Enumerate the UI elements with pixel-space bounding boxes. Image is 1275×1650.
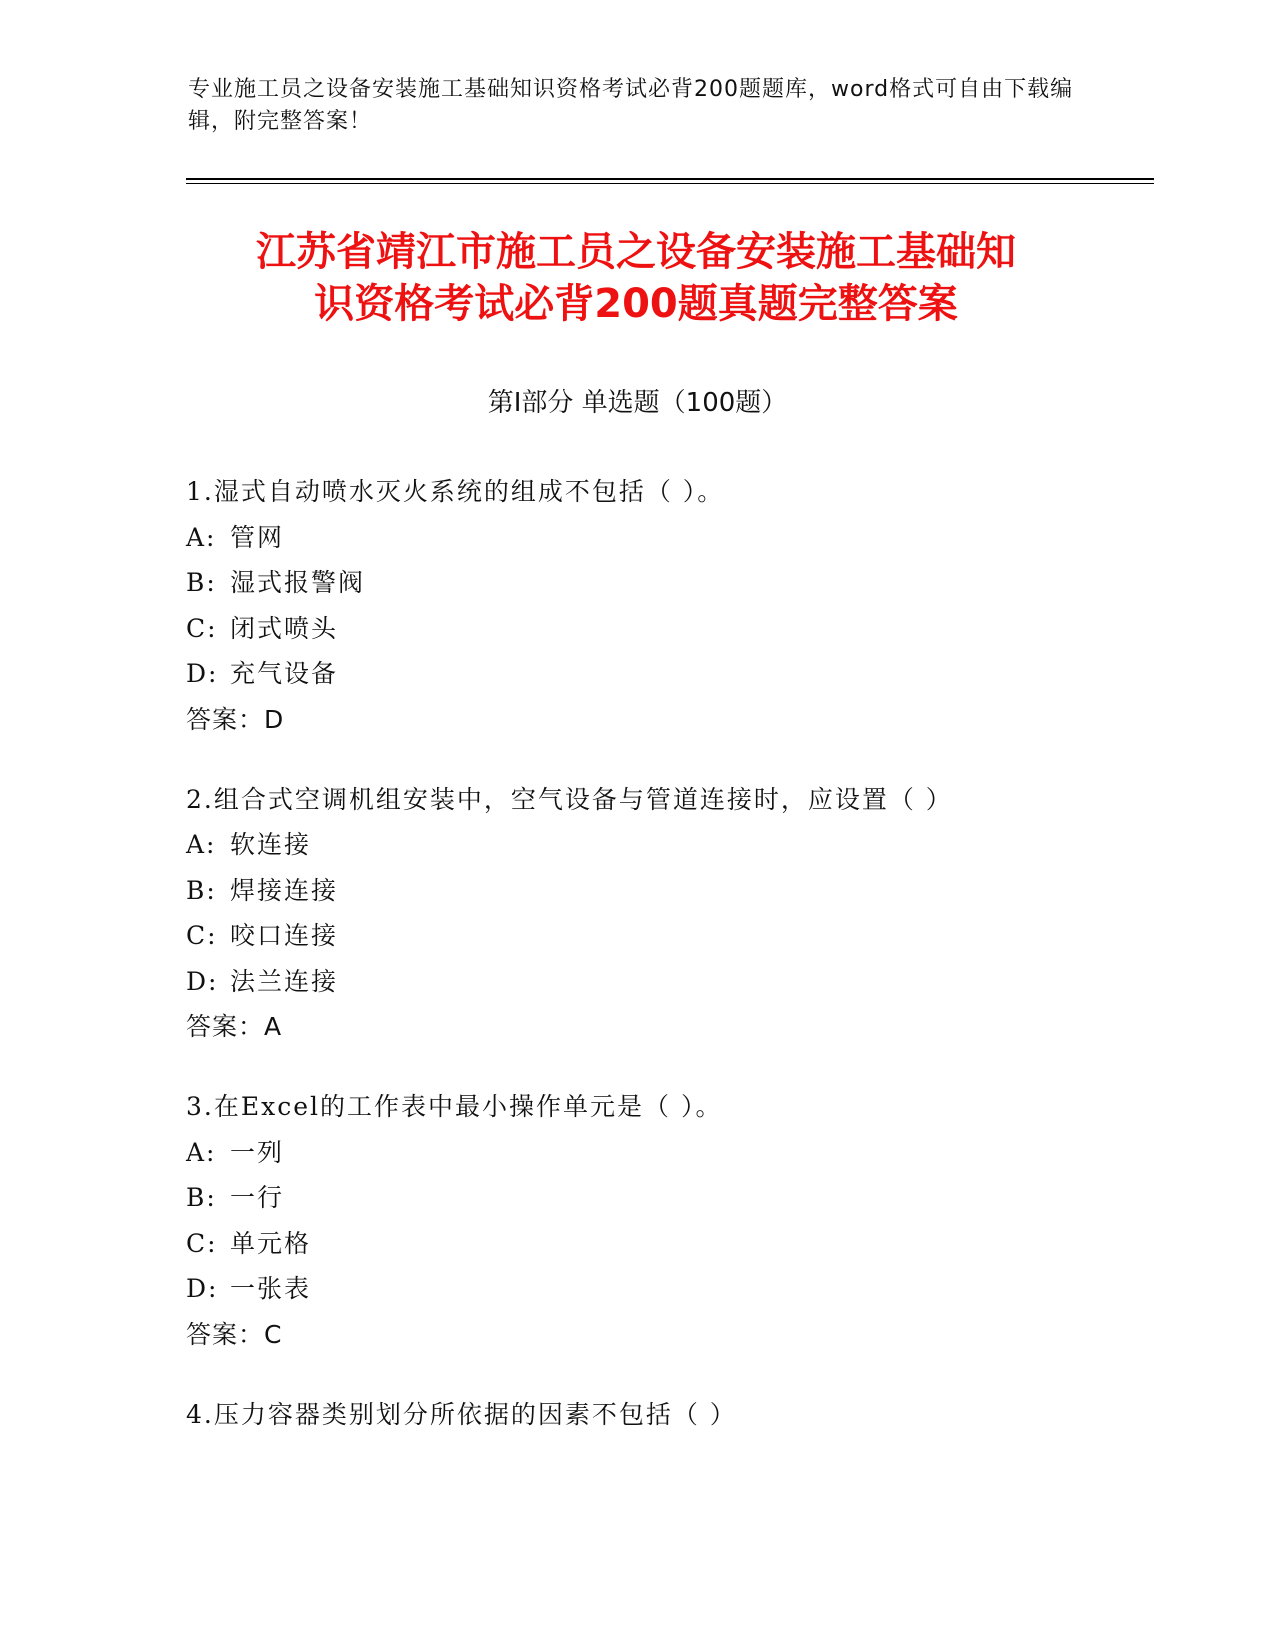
- option-d: [186, 657, 1146, 703]
- option-letter: D:: [186, 659, 219, 688]
- option-letter: D:: [186, 1274, 219, 1303]
- option-b: [186, 1181, 1146, 1227]
- question-1: [186, 475, 1146, 736]
- option-d: [186, 1272, 1146, 1318]
- option-c: [186, 919, 1146, 965]
- option-text: 闭式喷头: [230, 613, 339, 643]
- question-stem: 4.压力容器类别划分所依据的因素不包括（ ）: [186, 1399, 737, 1429]
- answer-line: 答案：A: [186, 1012, 283, 1041]
- option-letter: C:: [186, 921, 218, 950]
- option-a: [186, 521, 1146, 567]
- option-a: [186, 828, 1146, 874]
- option-letter: A:: [186, 1137, 217, 1167]
- option-letter: A:: [186, 522, 217, 552]
- question-2: [186, 783, 1146, 1044]
- option-a: [186, 1136, 1146, 1182]
- option-text: 咬口连接: [230, 921, 339, 950]
- option-text: 一张表: [230, 1274, 312, 1303]
- option-text: 一行: [230, 1183, 285, 1212]
- header-note: 专业施工员之设备安装施工基础知识资格考试必背200题题库，word格式可自由下载编辑，附完整答案！: [188, 77, 1074, 134]
- document-title-line-2: 识资格考试必背200题真题完整答案: [314, 281, 958, 327]
- option-letter: D:: [186, 966, 219, 996]
- option-c: [186, 1227, 1146, 1273]
- option-letter: B:: [186, 568, 217, 597]
- header-rule-thin: [186, 183, 1154, 184]
- option-letter: B:: [186, 875, 217, 905]
- option-text: 焊接连接: [230, 875, 339, 905]
- question-stem: 2.组合式空调机组安装中，空气设备与管道连接时，应设置（ ）: [186, 784, 953, 814]
- question-list: [186, 475, 1146, 1490]
- option-text: 管网: [230, 522, 285, 552]
- header-rule-thick: [186, 178, 1154, 180]
- option-b: [186, 874, 1146, 920]
- option-text: 软连接: [230, 830, 312, 859]
- option-letter: A:: [186, 830, 217, 859]
- question-3: [186, 1090, 1146, 1351]
- option-text: 法兰连接: [230, 966, 339, 996]
- answer-line: 答案：D: [186, 704, 285, 734]
- option-b: [186, 566, 1146, 612]
- question-stem: 1.湿式自动喷水灭火系统的组成不包括（ ）。: [186, 477, 725, 506]
- option-text: 湿式报警阀: [230, 568, 366, 597]
- option-text: 充气设备: [230, 659, 339, 688]
- answer-line: 答案：C: [186, 1319, 283, 1349]
- option-letter: C:: [186, 1228, 218, 1258]
- document-title-line-1: 江苏省靖江市施工员之设备安装施工基础知: [256, 229, 1016, 275]
- option-letter: B:: [186, 1183, 217, 1212]
- option-letter: C:: [186, 613, 218, 643]
- option-text: 一列: [230, 1137, 285, 1167]
- option-c: [186, 612, 1146, 658]
- option-text: 单元格: [230, 1228, 312, 1258]
- section-heading: 第Ⅰ部分 单选题（100题）: [487, 388, 788, 418]
- document-title: [186, 226, 1086, 330]
- option-d: [186, 965, 1146, 1011]
- question-4: [186, 1398, 1146, 1444]
- question-stem: 3.在Excel的工作表中最小操作单元是（ ）。: [186, 1092, 723, 1121]
